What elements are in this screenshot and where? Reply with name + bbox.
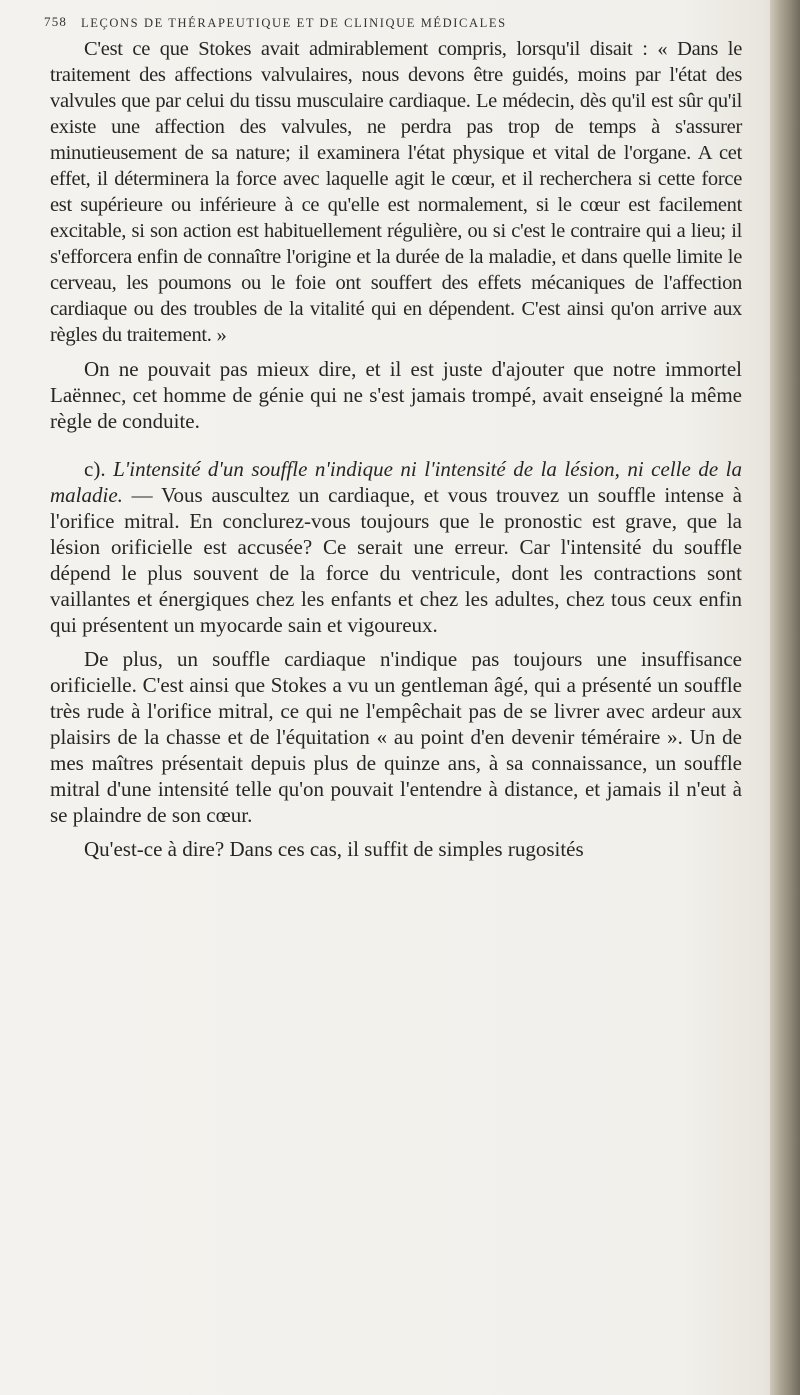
paragraph-laennec: On ne pouvait pas mieux dire, et il est juste d'ajouter que notre immortel Laënnec, cet homme de génie qui ne s'est jamais trompé, avait enseigné la même règle de conduite. <box>50 357 742 433</box>
paragraph-stokes-quote: C'est ce que Stokes avait admirablement compris, lorsqu'il disait : « Dans le traitement des affections valvulaires, nous devons être guidés, moins par l'état des valvules que par celui du tissu musculaire cardiaque. Le médecin, dès qu'il est sûr qu'il existe une affection des valvules, ne perdra pas trop de temps à s'assurer minutieusement de sa nature; il examinera l'état physique et vital de l'organe. A cet effet, il déterminera la force avec laquelle agit le cœur, et il recherchera si cette force est supérieure ou inférieure à ce qu'elle est normalement, si le cœur est facilement excitable, si son action est habituellement régulière, ou si c'est le contraire qui a lieu; il s'efforcera enfin de connaître l'origine et la durée de la maladie, et dans quelle limite le cerveau, les poumons ou le foie ont souffert des effets mécaniques de l'affection cardiaque ou des troubles de la vitalité qui en dépendent. C'est ainsi qu'on arrive aux règles du traitement. » <box>50 38 742 346</box>
running-title: LEÇONS DE THÉRAPEUTIQUE ET DE CLINIQUE MÉDICALES <box>81 16 507 30</box>
section-marker: c). <box>84 457 114 481</box>
page-number: 758 <box>44 14 68 29</box>
body-text <box>50 36 742 862</box>
paragraph-gentleman: De plus, un souffle cardiaque n'indique pas toujours une insuffisance orificielle. C'est ainsi que Stokes a vu un gentleman âgé, qui a présenté un souffle très rude à l'orifice mitral, ce qui ne l'empêchait pas de se livrer avec ardeur aux plaisirs de la chasse et de l'équitation « au point d'en devenir téméraire ». Un de mes maîtres présentait depuis plus de quinze ans, à sa connaissance, un souffle mitral d'une intensité telle qu'on pouvait l'entendre à distance, et jamais il n'eut à se plaindre de son cœur. <box>50 647 742 827</box>
page-binding-edge <box>770 0 800 1395</box>
section-heading: L'intensité d'un souffle n'indique ni l'intensité de la lésion, ni celle de la maladie. <box>50 457 742 507</box>
running-header <box>44 10 744 36</box>
paragraph-section-c <box>50 456 742 638</box>
section-body: — Vous auscultez un cardiaque, et vous trouvez un souffle intense à l'orifice mitral. En conclurez-vous toujours que le pronostic est grave, que la lésion orificielle est accusée? Ce serait une erreur. Car l'intensité du souffle dépend le plus souvent de la force du ventricule, dont les contractions sont vaillantes et énergiques chez les enfants et chez les adultes, chez tous ceux enfin qui présentent un myocarde sain et vigoureux. <box>50 483 742 637</box>
paragraph-conclusion: Qu'est-ce à dire? Dans ces cas, il suffit de simples rugosités <box>84 837 584 861</box>
